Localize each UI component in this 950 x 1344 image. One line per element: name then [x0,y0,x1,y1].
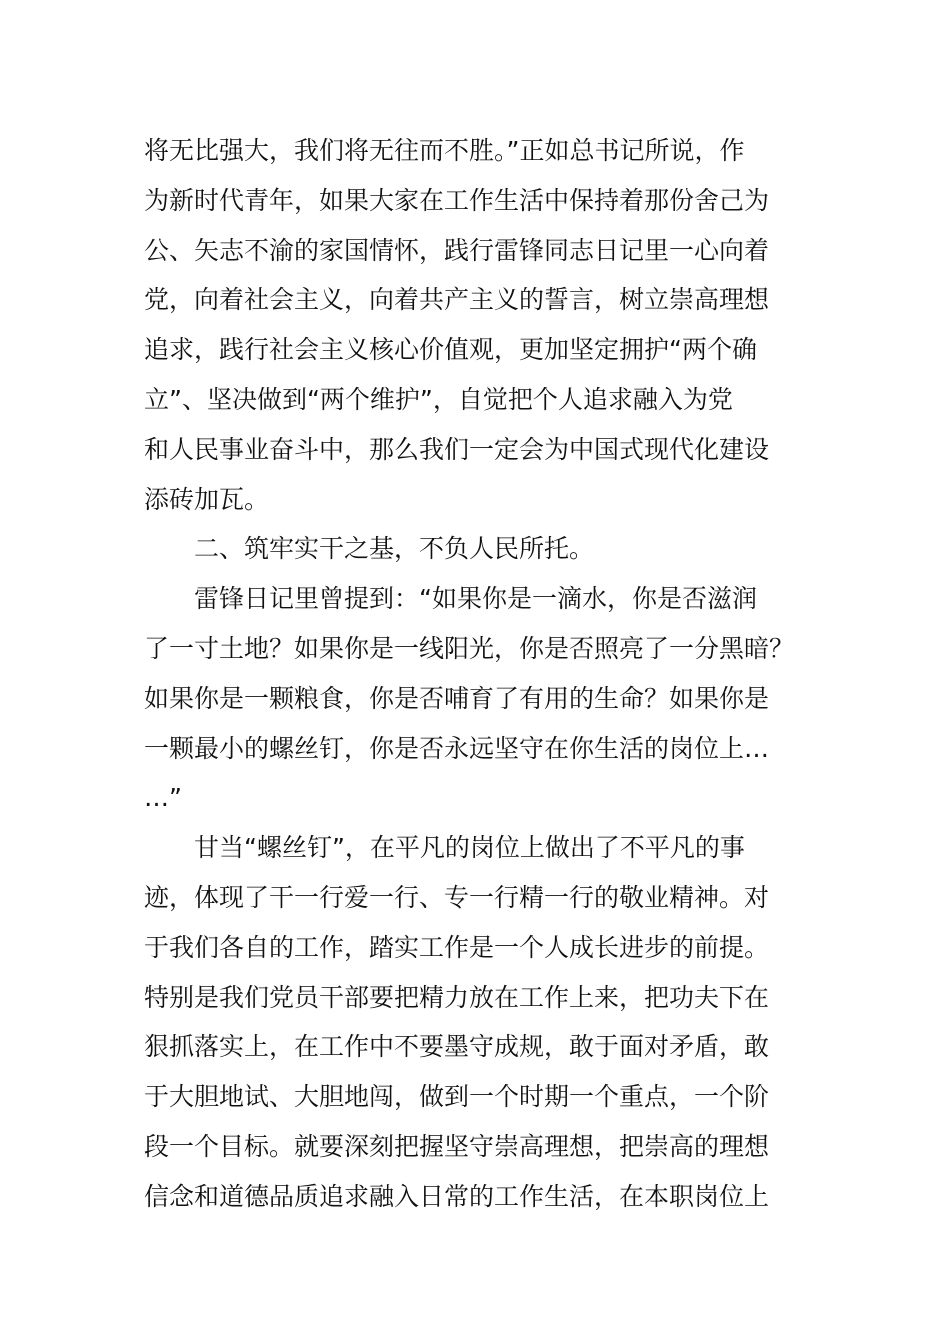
text-line-5: 追求，践行社会主义核心价值观，更加坚定拥护“两个确 [144,335,757,365]
section-heading: 二、筑牢实干之基，不负人民所托。 [144,534,595,564]
text-line-6: 立”、坚决做到“两个维护”，自觉把个人追求融入为党 [144,384,733,414]
text-line-13: 一颗最小的螺丝钉，你是否永远坚守在你生活的岗位上… [144,733,770,763]
text-line-15: 甘当“螺丝钉”，在平凡的岗位上做出了不平凡的事 [144,833,745,863]
text-line-4: 党，向着社会主义，向着共产主义的誓言，树立崇高理想 [144,285,770,315]
text-line-22: 信念和道德品质追求融入日常的工作生活，在本职岗位上 [144,1181,770,1211]
text-line-20: 于大胆地试、大胆地闯，做到一个时期一个重点，一个阶 [144,1082,770,1112]
text-line-10: 雷锋日记里曾提到：“如果你是一滴水，你是否滋润 [144,584,757,614]
text-line-7: 和人民事业奋斗中，那么我们一定会为中国式现代化建设 [144,434,770,464]
text-line-17: 于我们各自的工作，踏实工作是一个人成长进步的前提。 [144,932,770,962]
text-line-21: 段一个目标。就要深刻把握坚守崇高理想，把崇高的理想 [144,1131,770,1161]
text-line-11: 了一寸土地？如果你是一线阳光，你是否照亮了一分黑暗？ [144,633,795,663]
text-line-2: 为新时代青年，如果大家在工作生活中保持着那份舍己为 [144,185,770,215]
body-text [144,126,808,1222]
text-line-12: 如果你是一颗粮食，你是否哺育了有用的生命？如果你是 [144,683,770,713]
text-line-3: 公、矢志不渝的家国情怀，践行雷锋同志日记里一心向着 [144,235,770,265]
text-line-8: 添砖加瓦。 [144,484,270,514]
text-line-16: 迹，体现了干一行爱一行、专一行精一行的敬业精神。对 [144,882,770,912]
text-line-18: 特别是我们党员干部要把精力放在工作上来，把功夫下在 [144,982,770,1012]
text-line-19: 狠抓落实上，在工作中不要墨守成规，敢于面对矛盾，敢 [144,1032,770,1062]
text-line-14: …” [144,783,182,813]
text-line-1: 将无比强大，我们将无往而不胜。”正如总书记所说，作 [144,136,745,165]
